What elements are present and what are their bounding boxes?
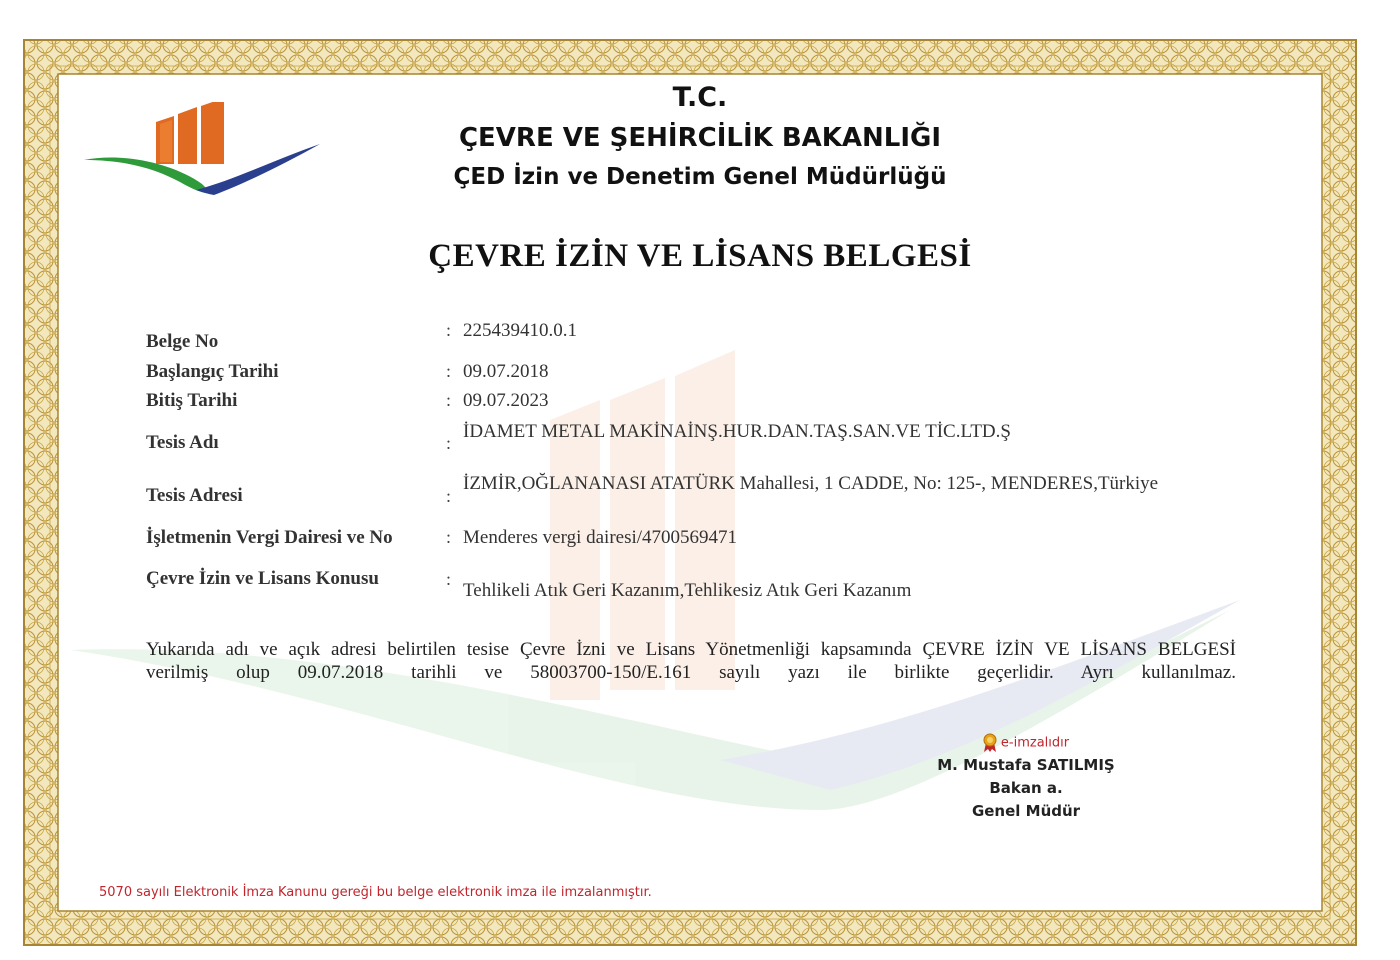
field-value: Menderes vergi dairesi/4700569471 (463, 527, 738, 548)
ministry-name: ÇEVRE VE ŞEHİRCİLİK BAKANLIĞI (458, 123, 942, 153)
field-label: Tesis Adı (146, 432, 219, 453)
validity-statement (146, 638, 1236, 684)
document-header (380, 80, 1020, 194)
signatory-title-1: Bakan a. (989, 778, 1063, 797)
field-label: İşletmenin Vergi Dairesi ve No (146, 527, 393, 548)
field-label: Çevre İzin ve Lisans Konusu (146, 568, 379, 589)
esign-label: e-imzalıdır (1000, 735, 1070, 751)
field-value: Tehlikeli Atık Geri Kazanım,Tehlikesiz Atık Geri Kazanım (463, 580, 912, 601)
field-value: İZMİR,OĞLANANASI ATATÜRK Mahallesi, 1 CADDE, No: 125-, MENDERES,Türkiye (463, 473, 1159, 494)
statement-line-2: verilmiş olup 09.07.2018 tarihli ve 58003700-150/E.161 sayılı yazı ile birlikte geçerlidir. Ayrı kullanılmaz. (146, 662, 1236, 683)
directorate-name: ÇED İzin ve Denetim Genel Müdürlüğü (453, 164, 947, 190)
field-colon: : (446, 486, 452, 506)
field-colon: : (446, 320, 452, 340)
field-value: 09.07.2018 (463, 361, 549, 382)
field-value: İDAMET METAL MAKİNAİNŞ.HUR.DAN.TAŞ.SAN.VE TİC.LTD.Ş (463, 421, 1011, 442)
field-colon: : (446, 390, 452, 410)
document-title: ÇEVRE İZİN VE LİSANS BELGESİ (428, 238, 972, 274)
field-colon: : (446, 569, 452, 589)
esign-indicator (920, 733, 1132, 754)
field-colon: : (446, 361, 452, 381)
country-label: T.C. (672, 82, 728, 113)
field-value: 09.07.2023 (463, 390, 549, 411)
field-label: Tesis Adresi (146, 485, 243, 506)
field-value: 225439410.0.1 (463, 320, 577, 341)
statement-line-1: Yukarıda adı ve açık adresi belirtilen tesise Çevre İzni ve Lisans Yönetmenliği kapsamında ÇEVRE İZİN VE LİSANS BELGESİ (146, 639, 1236, 660)
signatory-title-2: Genel Müdür (971, 801, 1081, 820)
ministry-logo (84, 102, 324, 202)
signature-block (920, 733, 1132, 823)
field-label: Bitiş Tarihi (146, 390, 238, 411)
field-colon: : (446, 527, 452, 547)
esignature-law-note: 5070 sayılı Elektronik İmza Kanunu gereği bu belge elektronik imza ile imzalanmıştır. (99, 885, 652, 900)
field-label: Belge No (146, 331, 219, 352)
signatory-name: M. Mustafa SATILMIŞ (937, 755, 1115, 774)
award-ribbon-icon (983, 733, 997, 753)
field-colon: : (446, 433, 452, 453)
field-label: Başlangıç Tarihi (146, 361, 279, 382)
